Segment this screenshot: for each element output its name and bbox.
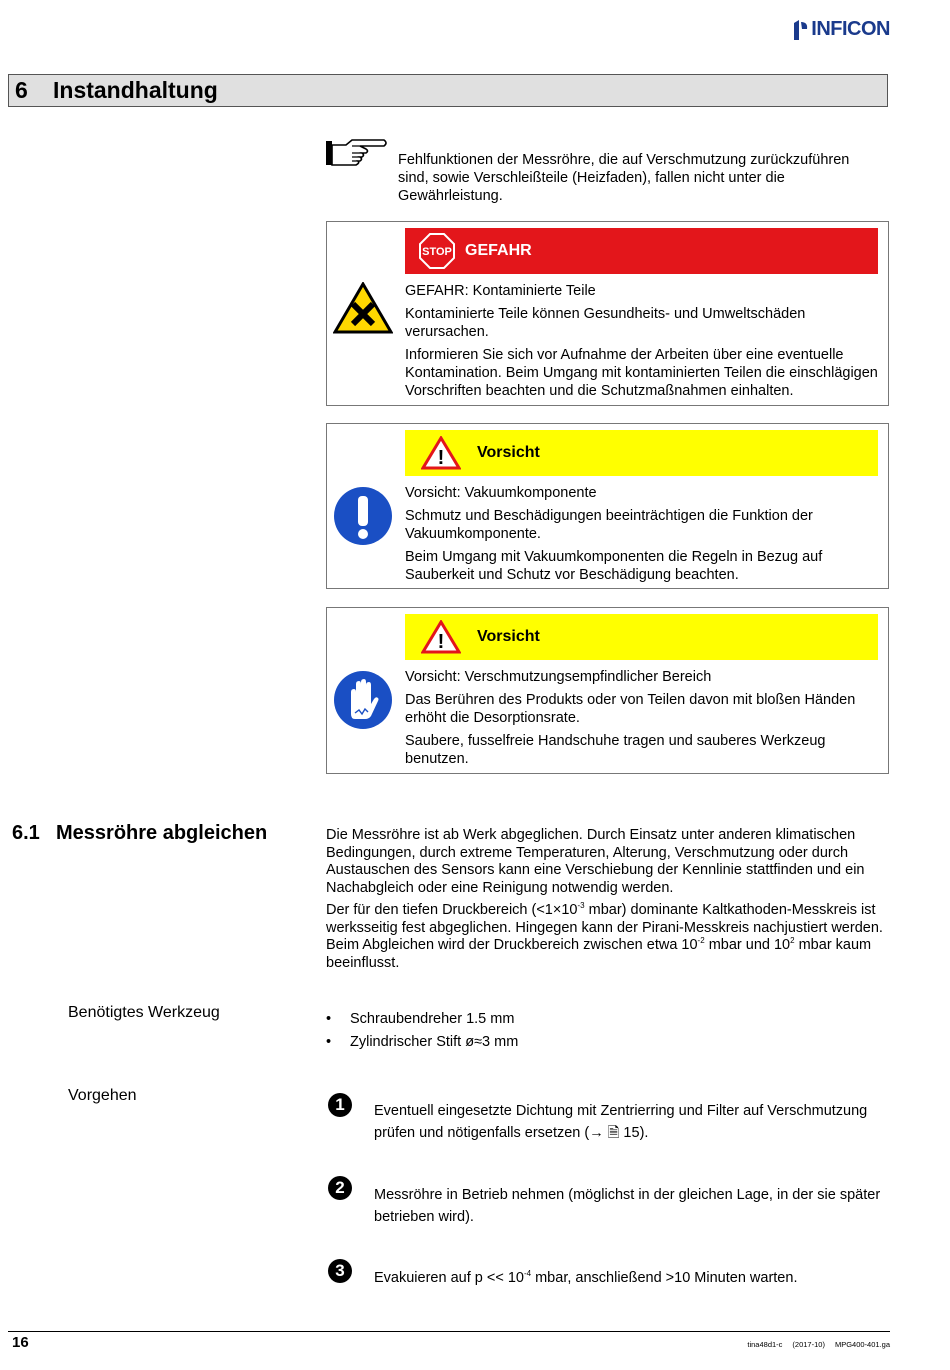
pointing-hand-icon (326, 137, 388, 174)
section-heading (12, 822, 267, 845)
page-number: 16 (12, 1334, 29, 1351)
chapter-title: Instandhaltung (53, 77, 218, 103)
doc-date: (2017-10) (792, 1340, 825, 1349)
note-text: Fehlfunktionen der Messröhre, die auf Verschmutzung zurückzuführen sind, sowie Verschleißteile (Heizfaden), fallen nicht unter die Gewährleistung. (398, 152, 850, 204)
bullet: • (326, 1034, 332, 1050)
list-item (326, 1008, 518, 1031)
caution-body (405, 668, 885, 773)
danger-box (326, 221, 889, 406)
danger-header (405, 228, 878, 274)
section-number: 6.1 (12, 822, 40, 844)
caution-label: Vorsicht (477, 628, 540, 645)
doc-name: MPG400-401.ga (834, 1340, 890, 1349)
tool-text: Zylindrischer Stift ø≈3 mm (350, 1034, 519, 1050)
caution-line: Beim Umgang mit Vakuumkomponenten die Regeln in Bezug auf Sauberkeit und Schutz vor Beschädigung beachten. (405, 549, 823, 583)
danger-body (405, 282, 885, 405)
danger-line: Kontaminierte Teile können Gesundheits- und Umweltschäden verursachen. (405, 306, 806, 340)
caution-header (405, 430, 878, 476)
tool-text: Schraubendreher 1.5 mm (350, 1011, 515, 1027)
step-text-2: Messröhre in Betrieb nehmen (möglichst in der gleichen Lage, in der sie später betrieben wird). (374, 1187, 881, 1225)
step-number-1: 1 (328, 1093, 352, 1117)
chapter-heading (8, 74, 888, 107)
tools-list (326, 1008, 518, 1054)
inficon-logo (791, 18, 890, 41)
caution-line: Vorsicht: Vakuumkomponente (405, 485, 597, 501)
footer-divider (8, 1331, 890, 1332)
caution-box-vacuum (326, 423, 889, 589)
logo-text: INFICON (811, 18, 890, 40)
biohazard-x-icon (333, 282, 393, 339)
danger-line: GEFAHR: Kontaminierte Teile (405, 283, 596, 299)
bullet: • (326, 1011, 332, 1027)
danger-line: Informieren Sie sich vor Aufnahme der Arbeiten über eine eventuelle Kontamination. Beim Umgang mit kontaminierten Teilen die einschlägigen Vorschriften beachten und die Schutzmaßnahmen einhalten. (405, 347, 878, 399)
caution-header (405, 614, 878, 660)
warning-triangle-icon (421, 620, 461, 654)
caution-box-contamination (326, 607, 889, 774)
step-number-3: 3 (328, 1259, 352, 1283)
svg-text:STOP: STOP (422, 246, 452, 258)
document-reference (737, 1340, 890, 1349)
caution-label: Vorsicht (477, 444, 540, 461)
tools-label: Benötigtes Werkzeug (68, 1004, 220, 1021)
inficon-mark-icon (791, 19, 809, 41)
section-paragraph-1: Die Messröhre ist ab Werk abgeglichen. Durch Einsatz unter anderen klimatischen Bedingungen, durch extreme Temperaturen, Alterung, Verschmutzung oder durch Austauschen des Sensors kann eine Verschiebung der Kennlinie stattfinden und ein Nachabgleich oder eine Reinigung notwendig werden. (326, 827, 865, 896)
danger-label: GEFAHR (465, 242, 532, 259)
doc-id: tina48d1-c (747, 1340, 783, 1349)
warning-triangle-icon (421, 436, 461, 470)
section-paragraph-2: Der für den tiefen Druckbereich ($<1\times 10^{-3}$ mbar) dominante Kaltkathoden-Messkreis ist werksseitig fest abgeglichen. Hingegen kann der Pirani-Messkreis nachjustiert werden. Beim Abgleichen wird der Druckbereich zwischen etwa $10^{-2}$ mbar und $10^2$ mbar kaum beeinflusst. (326, 901, 883, 971)
step-number-2: 2 (328, 1176, 352, 1200)
chapter-number: 6 (15, 77, 28, 103)
list-item (326, 1031, 518, 1054)
svg-text:!: ! (437, 447, 445, 469)
caution-line: Vorsicht: Verschmutzungsempfindlicher Bereich (405, 669, 712, 685)
glove-hand-icon (333, 670, 393, 735)
procedure-label: Vorgehen (68, 1087, 137, 1104)
step-text-1: Eventuell eingesetzte Dichtung mit Zentrierring und Filter auf Verschmutzung prüfen und nötigenfalls ersetzen (→ 🗎 15). (374, 1103, 868, 1141)
section-title: Messröhre abgleichen (56, 822, 268, 844)
svg-text:!: ! (437, 631, 445, 653)
step-text-3: Evakuieren auf $p << 10^{-4}$ mbar, anschließend >10 Minuten warten. (374, 1269, 798, 1286)
caution-line: Schmutz und Beschädigungen beeinträchtigen die Funktion der Vakuumkomponente. (405, 508, 813, 542)
caution-body (405, 484, 885, 589)
section-body (326, 827, 891, 977)
exclamation-circle-icon (333, 486, 393, 551)
caution-line: Das Berühren des Produkts oder von Teilen davon mit bloßen Händen erhöht die Desorptionsrate. (405, 692, 856, 726)
caution-line: Saubere, fusselfreie Handschuhe tragen und sauberes Werkzeug benutzen. (405, 733, 826, 767)
stop-sign-icon (419, 233, 455, 269)
